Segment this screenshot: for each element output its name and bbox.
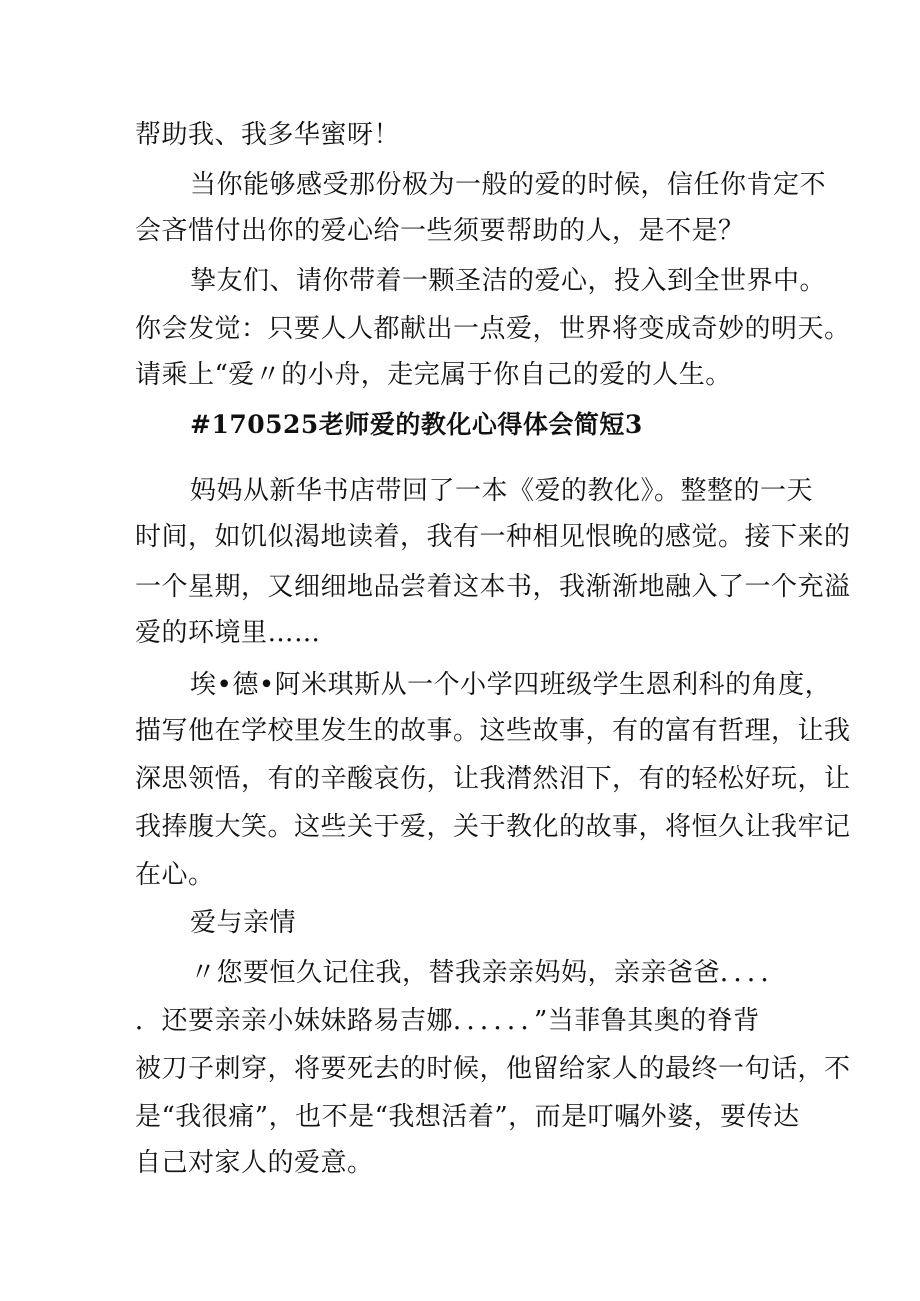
paragraph-line: 会吝惜付出你的爱心给一些须要帮助的人，是不是？: [135, 216, 745, 246]
paragraph-line: 挚友们、请你带着一颗圣洁的爱心，投入到全世界中。: [190, 266, 827, 296]
paragraph-line: 自己对家人的爱意。: [135, 1148, 374, 1178]
paragraph-line: 在心。: [135, 860, 215, 890]
paragraph-line: 帮助我、我多华蜜呀！: [135, 120, 401, 150]
paragraph-line: 我捧腹大笑。这些关于爱，关于教化的故事，将恒久让我牢记: [135, 812, 851, 842]
paragraph-line: 埃•德•阿米琪斯从一个小学四班级学生恩利科的角度，: [190, 670, 832, 700]
paragraph-line: 爱的环境里……: [135, 618, 321, 648]
paragraph-line: 时间，如饥似渴地读着，我有一种相见恨晚的感觉。接下来的: [135, 522, 851, 552]
paragraph-line: 〃您要恒久记住我，替我亲亲妈妈，亲亲爸爸．．．．: [190, 958, 788, 988]
section-heading: #170525老师爱的教化心得体会简短3: [190, 410, 643, 439]
paragraph-line: 被刀子刺穿，将要死去的时候，他留给家人的最终一句话，不: [135, 1054, 851, 1084]
paragraph-line: 你会发觉：只要人人都献出一点爱，世界将变成奇妙的明天。: [135, 314, 851, 344]
paragraph-line: 妈妈从新华书店带回了一本《爱的教化》。整整的一天: [190, 476, 814, 506]
paragraph-line: ．还要亲亲小妹妹路易吉娜．．．．．．”当菲鲁其奥的脊背: [135, 1006, 760, 1036]
paragraph-line: 一个星期，又细细地品尝着这本书，我渐渐地融入了一个充溢: [135, 572, 851, 602]
paragraph-line: 是“我很痛”，也不是“我想活着”，而是叮嘱外婆，要传达: [135, 1102, 800, 1132]
paragraph-line: 描写他在学校里发生的故事。这些故事，有的富有哲理，让我: [135, 716, 851, 746]
paragraph-line: 当你能够感受那份极为一般的爱的时候，信任你肯定不: [190, 170, 827, 200]
section-title: 爱与亲情: [190, 908, 297, 938]
paragraph-line: 深思领悟，有的辛酸哀伤，让我潸然泪下，有的轻松好玩，让: [135, 764, 851, 794]
paragraph-line: 请乘上“爱〃的小舟，走完属于你自己的爱的人生。: [135, 360, 732, 390]
